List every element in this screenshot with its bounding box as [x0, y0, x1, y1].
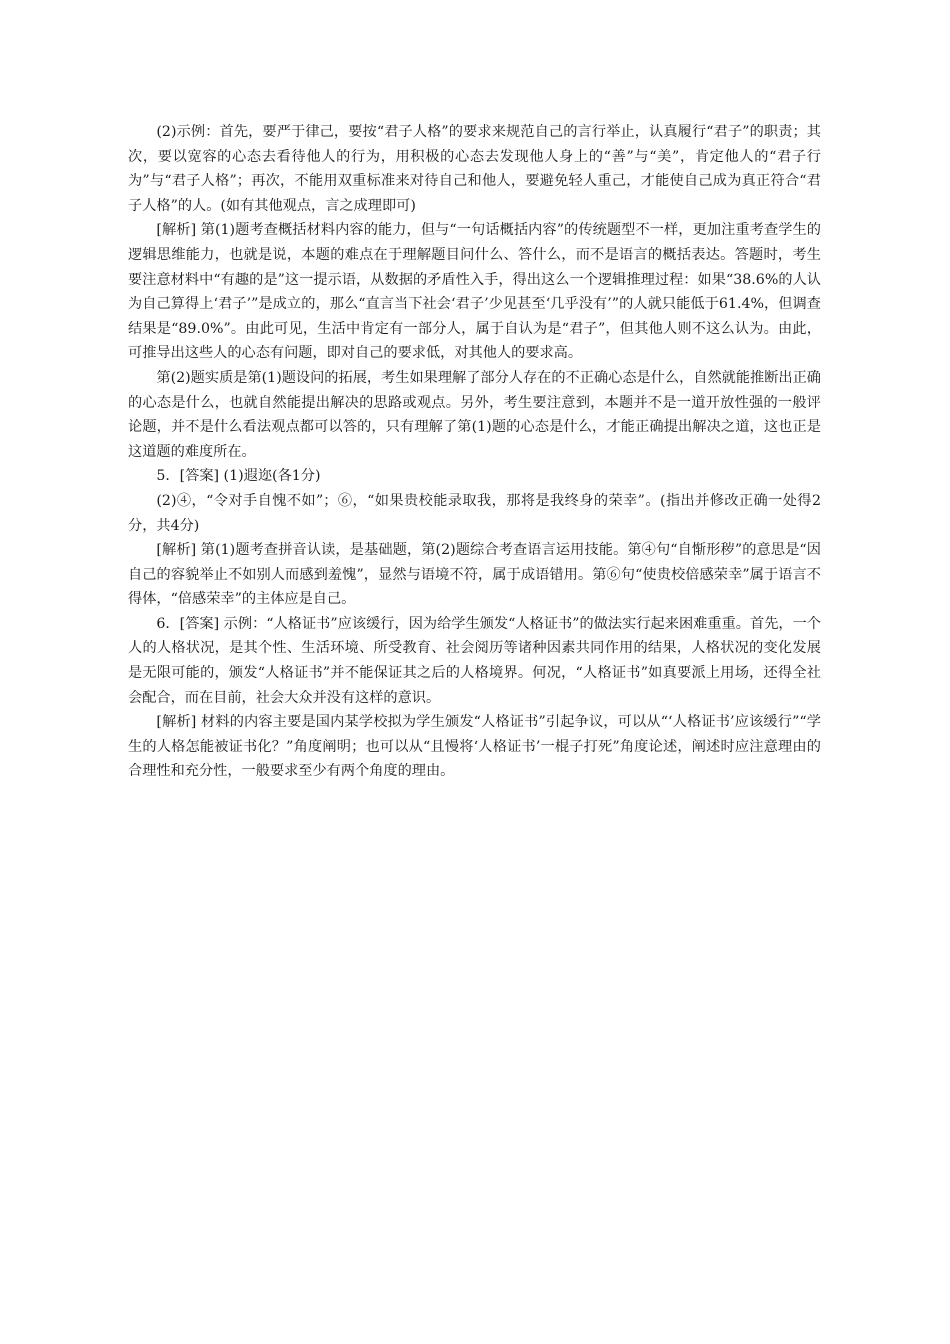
- analysis-4-part-2: 第(2)题实质是第(1)题设问的拓展，考生如果理解了部分人存在的不正确心态是什么，自然就能推断出正确的心态是什么，也就自然能提出解决的思路或观点。另外，考生要注意到，本题并不是一道开放性强的一般评论题，并不是什么看法观点都可以答的，只有理解了第(1)题的心态是什么，才能正确提出解决之道，这也正是这道题的难度所在。: [128, 369, 821, 460]
- analysis-5: [解析] 第(1)题考查拼音认读，是基础题，第(2)题综合考查语言运用技能。第④句“自惭形秽”的意思是“因自己的容貌举止不如别人而感到羞愧”，显然与语境不符，属于成语错用。第⑥句“使贵校倍感荣幸”属于语言不得体，“倍感荣幸”的主体应是自己。: [128, 542, 821, 608]
- answer-6: 6．[答案] 示例：“人格证书”应该缓行，因为给学生颁发“人格证书”的做法实行起来困难重重。首先，一个人的人格状况，是其个性、生活环境、所受教育、社会阅历等诸种因素共同作用的结果，人格状况的变化发展是无限可能的，颁发“人格证书”并不能保证其之后的人格境界。何况，“人格证书”如真要派上用场，还得全社会配合，而在目前，社会大众并没有这样的意识。: [128, 615, 821, 706]
- answer-4-part-2: (2)示例：首先，要严于律己，要按“君子人格”的要求来规范自己的言行举止，认真履行“君子”的职责；其次，要以宽容的心态去看待他人的行为，用积极的心态去发现他人身上的“善”与“美”，肯定他人的“君子行为”与“君子人格”；再次，不能用双重标准来对待自己和他人，要避免轻人重己，才能使自己成为真正符合“君子人格”的人。(如有其他观点，言之成理即可): [128, 124, 821, 214]
- answer-5-part-1: 5．[答案] (1)遐迩(各1分): [156, 468, 321, 485]
- answer-5-part-2: (2)④，“令对手自愧不如”；⑥，“如果贵校能录取我，那将是我终身的荣幸”。(指出并修改正确一处得2分，共4分): [128, 492, 821, 534]
- analysis-6: [解析] 材料的内容主要是国内某学校拟为学生颁发“人格证书”引起争议，可以从“‘人格证书’应该缓行”“学生的人格怎能被证书化？”角度阐明；也可以从“且慢将‘人格证书’一棍子打死”角度论述，阐述时应注意理由的合理性和充分性，一般要求至少有两个角度的理由。: [128, 714, 821, 780]
- analysis-4-part-1: [解析] 第(1)题考查概括材料内容的能力，但与“一句话概括内容”的传统题型不一样，更加注重考查学生的逻辑思维能力，也就是说，本题的难点在于理解题目问什么、答什么，而不是语言的概括表达。答题时，考生要注意材料中“有趣的是”这一提示语，从数据的矛盾性入手，得出这么一个逻辑推理过程：如果“38.6%的人认为自己算得上‘君子’”是成立的，那么“直言当下社会‘君子’少见甚至‘几乎没有’”的人就只能低于61.4%，但调查结果是“89.0%”。由此可见，生活中肯定有一部分人，属于自认为是“君子”，但其他人则不这么认为。由此，可推导出这些人的心态有问题，即对自己的要求低，对其他人的要求高。: [128, 222, 821, 362]
- document-page: [128, 120, 821, 784]
